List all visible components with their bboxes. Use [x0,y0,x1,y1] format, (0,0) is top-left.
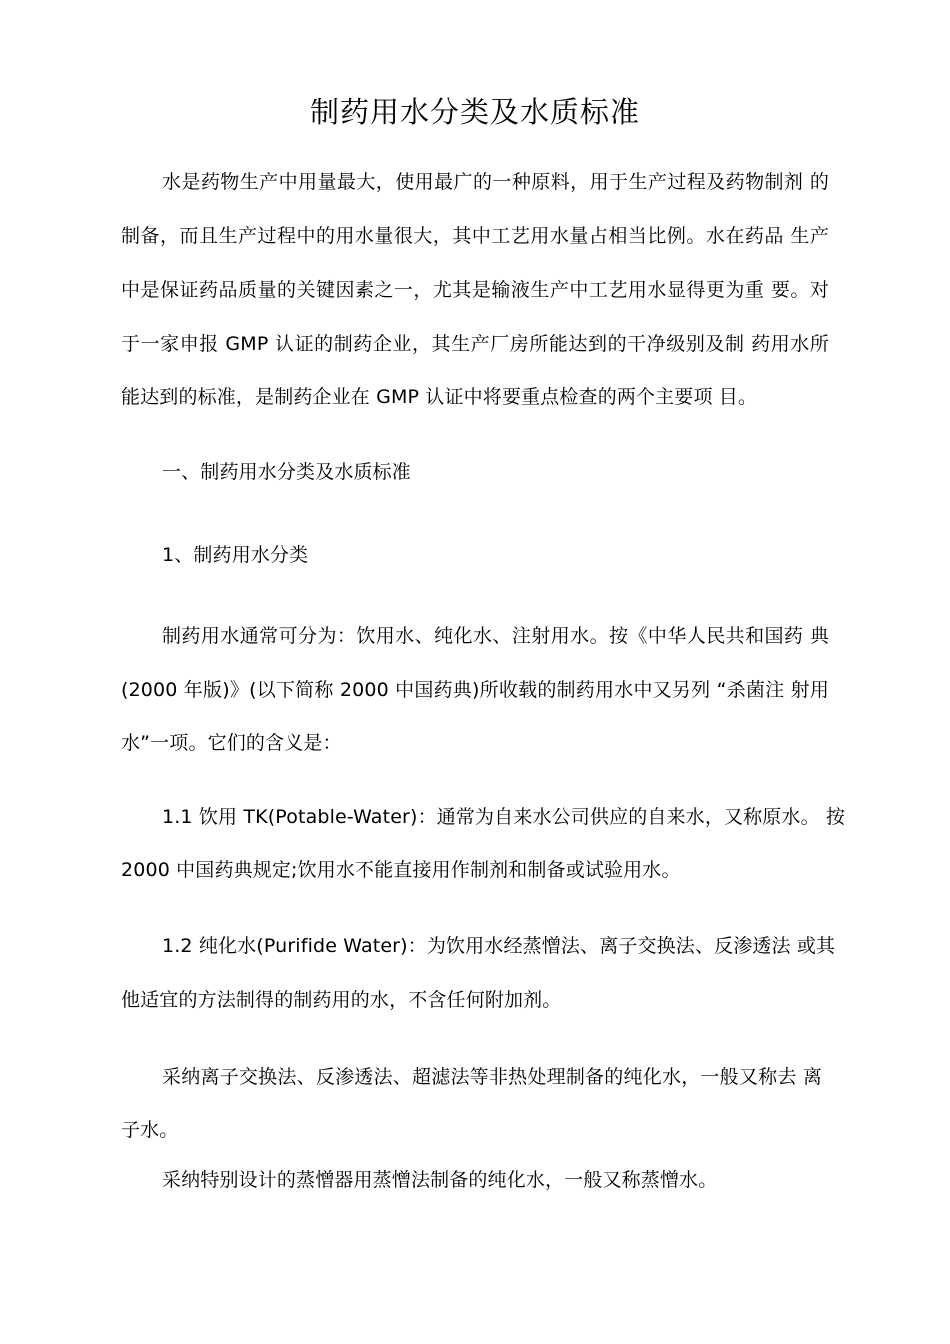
document-title: 制药用水分类及水质标准 [309,95,640,129]
paragraph-line: 制药用水通常可分为：饮用水、纯化水、注射用水。按《中华人民共和国药 典 [162,625,829,647]
paragraph-line: (2000 年版)》(以下简称 2000 中国药典)所收载的制药用水中又另列 “杀菌注 射用 [121,679,829,701]
paragraph-line: 水是药物生产中用量最大，使用最广的一种原料，用于生产过程及药物制剂 的 [162,171,829,193]
paragraph-line: 于一家申报 GMP 认证的制药企业，其生产厂房所能达到的干净级别及制 药用水所 [121,333,829,355]
paragraph-line: 中是保证药品质量的关键因素之一，尤其是输液生产中工艺用水显得更为重 要。对 [121,279,829,301]
paragraph-line: 1.1 饮用 TK(Potable-Water)：通常为自来水公司供应的自来水，又称原水。 按 [162,806,846,828]
subsection-heading: 1、制药用水分类 [162,544,309,566]
paragraph-line: 水”一项。它们的含义是： [121,732,342,754]
paragraph-line: 采纳离子交换法、反渗透法、超滤法等非热处理制备的纯化水，一般又称去 离 [162,1066,822,1088]
section-heading: 一、制药用水分类及水质标准 [162,461,411,483]
paragraph-line: 他适宜的方法制得的制药用的水，不含任何附加剂。 [121,989,562,1011]
paragraph-line: 1.2 纯化水(Purifide Water)：为饮用水经蒸憎法、离子交换法、反渗透法 或其 [162,935,836,957]
paragraph-line: 采纳特别设计的蒸憎器用蒸憎法制备的纯化水，一般又称蒸憎水。 [162,1169,718,1191]
paragraph-line: 2000 中国药典规定;饮用水不能直接用作制剂和制备或试验用水。 [121,859,681,881]
paragraph-line: 子水。 [121,1119,179,1141]
paragraph-line: 制备，而且生产过程中的用水量很大，其中工艺用水量占相当比例。水在药品 生产 [121,225,829,247]
paragraph-line: 能达到的标准，是制药企业在 GMP 认证中将要重点检查的两个主要项 目。 [121,386,758,408]
